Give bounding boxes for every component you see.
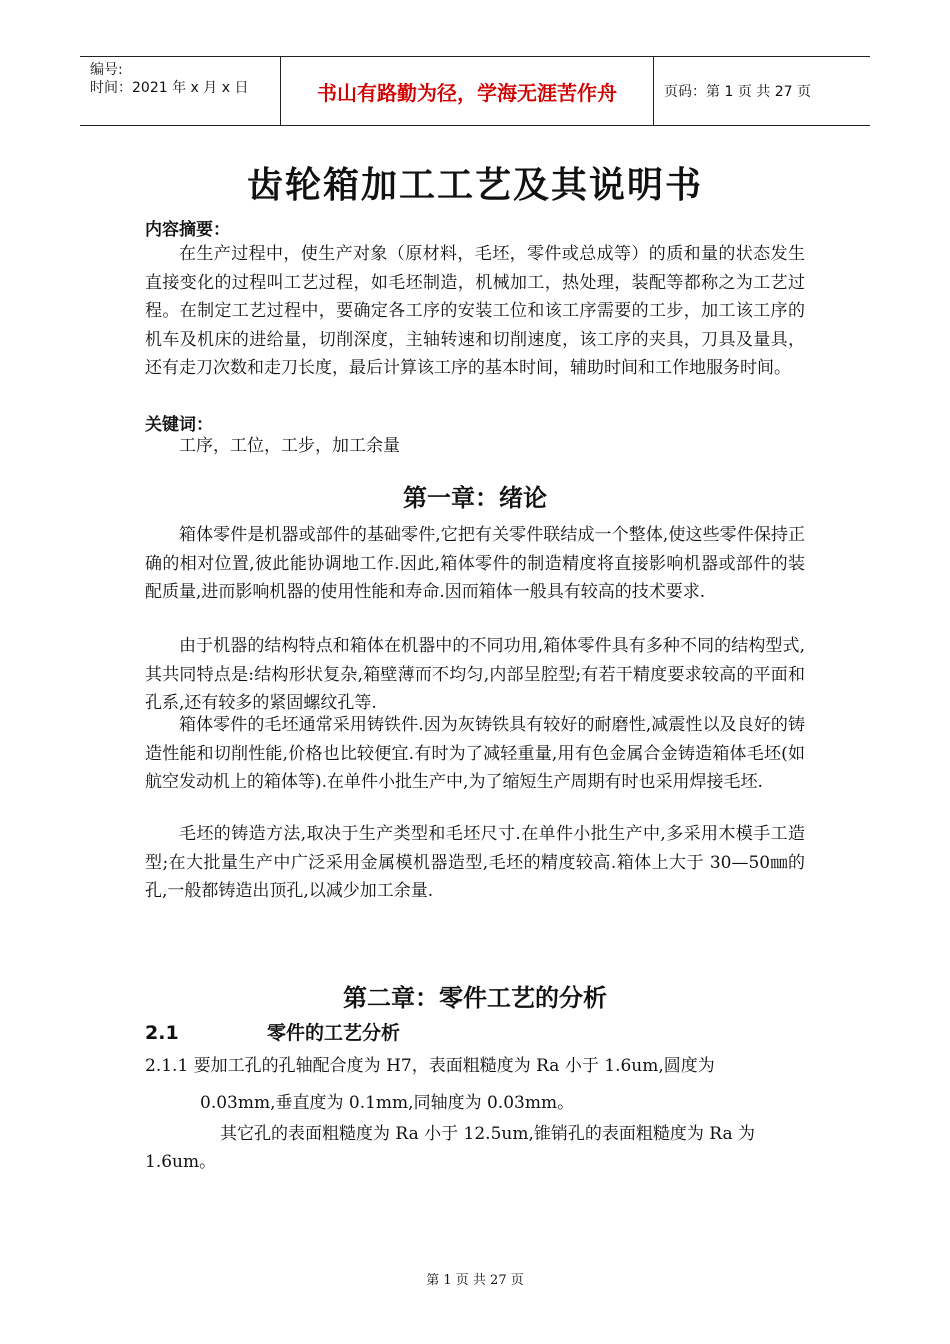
item-line: 0.03mm,垂直度为 0.1mm,同轴度为 0.03mm。	[200, 1093, 575, 1113]
document-title: 齿轮箱加工工艺及其说明书	[246, 164, 703, 206]
header-table	[80, 56, 870, 126]
abstract-label: 内容摘要：	[145, 220, 230, 240]
chapter1-paragraph: 箱体零件是机器或部件的基础零件,它把有关零件联结成一个整体,使这些零件保持正确的相对位置,彼此能协调地工作.因此,箱体零件的制造精度将直接影响机器或部件的装配质量,进而影响机器的使用性能和寿命.因而箱体一般具有较高的技术要求.	[145, 525, 805, 602]
chapter1-paragraph: 毛坯的铸造方法,取决于生产类型和毛坯尺寸.在单件小批生产中,多采用木模手工造型;在大批量生产中广泛采用金属模机器造型,毛坯的精度较高.箱体上大于 30—50㎜的孔,一般都铸造出顶孔,以减少加工余量.	[145, 824, 805, 901]
item-line: 1.6um。	[145, 1152, 217, 1172]
section-number: 2.1	[145, 1022, 179, 1044]
number-label: 编号:	[90, 62, 123, 78]
section-heading	[145, 1018, 400, 1045]
chapter2-title: 第二章：零件工艺的分析	[343, 984, 607, 1012]
time-label: 时间：2021 年 x 月 x 日	[90, 80, 249, 96]
page-footer: 第 1 页 共 27 页	[426, 1273, 524, 1288]
page-info: 页码：第 1 页 共 27 页	[664, 84, 811, 100]
item-line	[145, 1054, 715, 1078]
keywords-label: 关键词：	[145, 415, 213, 435]
chapter1-title: 第一章：绪论	[403, 484, 547, 512]
item-line: 其它孔的表面粗糙度为 Ra 小于 12.5um,锥销孔的表面粗糙度为 Ra 为	[220, 1124, 755, 1144]
chapter1-paragraph: 由于机器的结构特点和箱体在机器中的不同功用,箱体零件具有多种不同的结构型式,其共同特点是:结构形状复杂,箱壁薄而不均匀,内部呈腔型;有若干精度要求较高的平面和孔系,还有较多的紧固螺纹孔等.	[145, 636, 805, 713]
item-number: 2.1.1	[145, 1056, 189, 1076]
keywords-text: 工序，工位，工步，加工余量	[179, 436, 400, 456]
motto: 书山有路勤为径，学海无涯苦作舟	[281, 57, 654, 125]
chapter1-paragraph: 箱体零件的毛坯通常采用铸铁件.因为灰铸铁具有较好的耐磨性,减震性以及良好的铸造性能和切削性能,价格也比较便宜.有时为了减轻重量,用有色金属合金铸造箱体毛坯(如航空发动机上的箱体等).在单件小批生产中,为了缩短生产周期有时也采用焊接毛坯.	[145, 715, 805, 792]
abstract-text: 在生产过程中，使生产对象（原材料，毛坯，零件或总成等）的质和量的状态发生直接变化的过程叫工艺过程，如毛坯制造，机械加工，热处理，装配等都称之为工艺过程。在制定工艺过程中，要确定各工序的安装工位和该工序需要的工步，加工该工序的机车及机床的进给量，切削深度，主轴转速和切削速度，该工序的夹具，刀具及量具，还有走刀次数和走刀长度，最后计算该工序的基本时间，辅助时间和工作地服务时间。	[145, 244, 805, 378]
section-title: 零件的工艺分析	[267, 1022, 401, 1044]
item-text: 要加工孔的孔轴配合度为 H7，表面粗糙度为 Ra 小于 1.6um,圆度为	[193, 1056, 715, 1076]
header-meta-cell	[80, 57, 281, 125]
